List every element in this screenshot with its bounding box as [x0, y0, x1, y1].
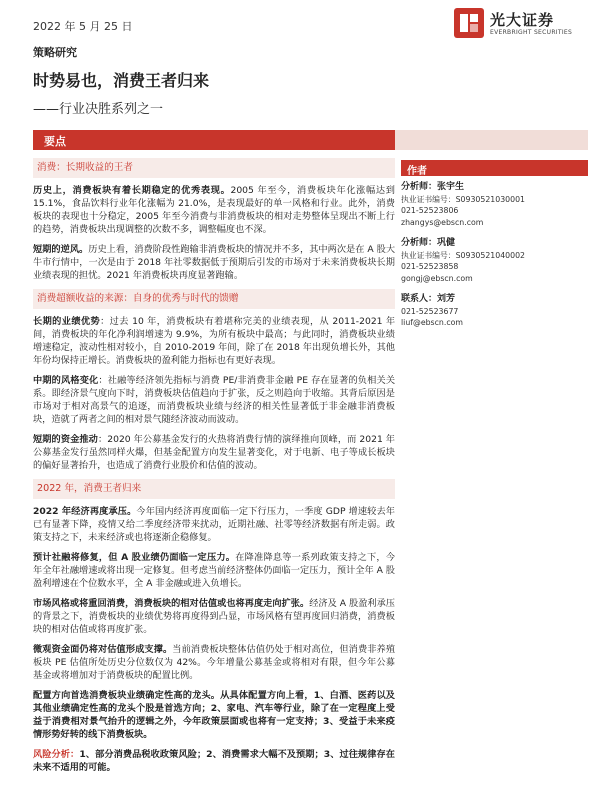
paragraph-lead: 历史上，消费板块有着长期稳定的优秀表现。: [33, 185, 231, 196]
paragraph: [33, 184, 395, 236]
section-2022-outlook: [33, 479, 395, 774]
summary-bar: [33, 130, 395, 150]
contact-name: 联系人：刘芳: [401, 294, 456, 304]
paragraph: [33, 505, 395, 544]
report-subtitle: ——行业决胜系列之一: [33, 102, 164, 117]
paragraph-lead: 短期的资金推动: [33, 434, 98, 445]
paragraph: [33, 315, 395, 367]
analyst-phone: 021-52523806: [401, 206, 459, 215]
analyst-name: 分析师：巩健: [401, 238, 456, 248]
section-heading: 2022 年，消费王者归来: [33, 479, 395, 499]
paragraph: [33, 689, 395, 741]
section-heading: 消费超额收益的来源：自身的优秀与时代的馈赠: [33, 289, 395, 309]
analyst-phone: 021-52523858: [401, 262, 459, 271]
analyst-email[interactable]: zhangys@ebscn.com: [401, 217, 484, 227]
analyst-email[interactable]: gongj@ebscn.com: [401, 273, 473, 283]
paragraph-lead: 2022 年经济再度承压。: [33, 506, 137, 517]
section-long-term: [33, 158, 395, 282]
paragraph: [33, 551, 395, 590]
paragraph: [33, 433, 395, 472]
paragraph-body: 今年国内经济再度面临一定下行压力，一季度 GDP 增速较去年已有显著下降，疫情又给二季度经济带来扰动，近期社融、社零等经济数据有所走弱。政策支持之下，未来经济或也将逐渐企稳修复。: [33, 506, 395, 543]
summary-label: 要点: [44, 135, 66, 148]
logo-chinese-name: 光大证券: [490, 11, 555, 29]
everbright-logo-icon: [454, 8, 484, 38]
analyst-card: [401, 182, 588, 228]
contact-email[interactable]: liuf@ebscn.com: [401, 318, 463, 327]
report-date: 2022 年 5 月 25 日: [33, 20, 133, 33]
paragraph-body: 历史上看，消费阶段性跑输非消费板块的情况并不多，其中两次是在 A 股大牛市行情中，一次是由于 2018 年社零数据低于预期后引发的市场对于未来消费板块长期业绩表现的担忧。2021 年消费板块再度显著跑输。: [33, 244, 396, 281]
author-sidebar: [401, 160, 588, 339]
section-heading: 消费：长期收益的王者: [33, 158, 395, 178]
paragraph-body: ：过去 10 年，消费板块有着堪称完美的业绩表现，从 2011-2021 年间，消费板块的年化净利润增速为 9.9%，为所有板块中最高；与此同时，消费板块业绩增速稳定，波动性相对较小，自 2010-2019 年间，除了在 2018 年出现负增长外，其他年份均保持正增长。消费板块的盈利能力指标也有更好表现。: [33, 316, 396, 366]
report-category: 策略研究: [33, 46, 77, 59]
risk-paragraph: [33, 748, 395, 774]
paragraph-lead: 短期的逆风。: [33, 244, 89, 255]
paragraph-body: 当前消费板块整体估值仍处于相对高位，但消费非养殖板块 PE 估值所处历史分位数仅为 42%。今年增量公募基金或将相对有限，但今年公募基金或将增加对于消费板块的配置比例。: [33, 644, 396, 681]
contact-phone: 021-52523677: [401, 306, 459, 316]
contact-card: [401, 294, 588, 329]
paragraph-lead: 微观资金面仍将对估值形成支撑。: [33, 644, 173, 655]
paragraph-body: ：社融等经济领先指标与消费 PE/非消费非金融 PE 存在显著的负相关关系。即经济景气度向下时，消费板块估值趋向于扩张，反之则趋向于收缩。其背后原因是市场对于相对高景气的追逐，而消费板块业绩与经济的相关性显著低于非金融非消费板块，造就了两者之间的相对景气随经济波动而波动。: [33, 375, 396, 425]
paragraph-lead: 中期的风格变化: [33, 375, 99, 386]
section-excess-return: [33, 289, 395, 472]
paragraph: [33, 643, 395, 682]
paragraph-body: ：2020 年公募基金发行的火热将消费行情的演绎推向顶峰，而 2021 年公募基金发行虽然同样火爆，但基金配置方向发生显著变化，对于电新、电子等成长板块的偏好显著抬升，也造成了消费行业股价和估值的波动。: [33, 434, 395, 471]
paragraph-body: 2005 年至今，消费板块年化涨幅达到 15.1%，食品饮料行业年化涨幅为 21.0%，是表现最好的单一风格和行业。此外，消费板块的表现也十分稳定，2005 年至今消费与非消费板块的相对走势整体呈现出不断上行的趋势，消费板块出现调整的次数不多，调整幅度也不深。: [33, 185, 395, 235]
risk-label: 风险分析：: [33, 749, 80, 760]
paragraph-body: 经济及 A 股盈利承压的背景之下，消费板块的业绩优势将再度得到凸显，市场风格有望再度回归消费，消费板块的相对估值或将再度扩张。: [33, 598, 395, 635]
main-column: [33, 158, 395, 781]
paragraph-lead: 市场风格或将重回消费，消费板块的相对估值或也将再度走向扩张。: [33, 598, 310, 609]
analyst-name: 分析师：张宇生: [401, 182, 465, 192]
sidebar-heading: 作者: [401, 160, 588, 176]
paragraph: [33, 243, 395, 282]
analyst-cert: 执业证书编号：S0930521040002: [401, 250, 526, 260]
logo-english-name: EVERBRIGHT SECURITIES: [490, 29, 573, 36]
analyst-cert: 执业证书编号：S0930521030001: [401, 194, 526, 204]
paragraph-body: 在降准降息等一系列政策支持之下，今年全年社融增速或将出现一定修复。但考虑当前经济整体仍面临一定压力，预计全年 A 股盈利增速在个位数水平，全 A 非金融或进入负增长。: [33, 552, 396, 589]
paragraph: [33, 597, 395, 636]
paragraph-lead: 预计社融将修复，但 A 股业绩仍面临一定压力。: [33, 552, 236, 563]
risk-body: 1、部分消费品税收政策风险；2、消费需求大幅不及预期；3、过往规律存在未来不适用的可能。: [33, 749, 395, 773]
brand-logo: [454, 8, 590, 38]
paragraph-lead: 配置方向首选消费板块业绩确定性高的龙头。从具体配置方向上看，1、白酒、医药以及其他业绩确定性高的龙头个股是首选方向；2、家电、汽车等行业，除了在一定程度上受益于消费相对景气抬升的逻辑之外，今年政策层面或也将有一定支持；3、受益于未来疫情形势好转的线下消费板块。: [33, 690, 395, 740]
paragraph-lead: 长期的业绩优势: [33, 316, 101, 327]
report-title: 时势易也，消费王者归来: [33, 71, 210, 90]
paragraph: [33, 374, 395, 426]
analyst-card: [401, 238, 588, 284]
